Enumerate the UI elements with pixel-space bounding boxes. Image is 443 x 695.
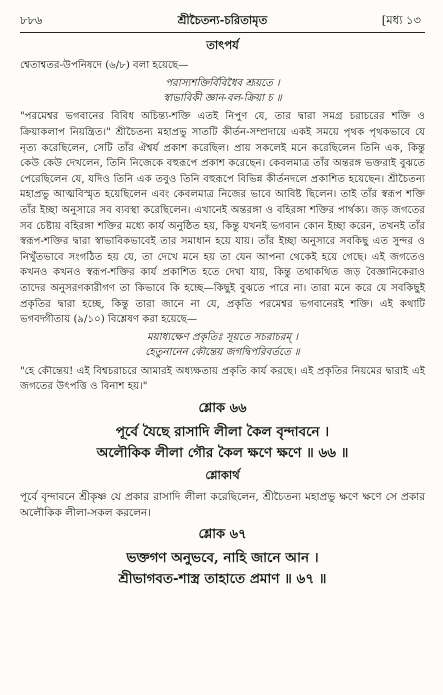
header-rule [20, 32, 425, 33]
page-header [20, 8, 425, 30]
verse-line: ময়াধ্যক্ষেণ প্রকৃতিঃ সূয়তে সচরাচরম্ । [146, 331, 299, 343]
sanskrit-verse-1 [20, 76, 425, 107]
intro-line: শ্বেতাশ্বতর-উপনিষদে (৬/৮) বলা হয়েছে— [20, 60, 189, 71]
verse-line: স্বাভাবিকী জ্ঞান-বল-ক্রিয়া চ ॥ [163, 93, 282, 104]
sloka-line: পূর্বে যৈছে রাসাদি লীলা কৈল বৃন্দাবনে । [115, 423, 330, 440]
translation-text: পূর্বে বৃন্দাবনে শ্রীকৃষ্ণ যে প্রকার রাসাদি লীলা করেছিলেন, শ্রীচৈতন্য মহাপ্রভু ক্ষণে ক্ষণে সে প্রকার অলৌকিক লীলা-সকল করলেন। [20, 490, 425, 519]
chapter-label: [মধ্য ১৩ [381, 13, 421, 27]
sanskrit-verse-2 [20, 330, 425, 361]
sloka-66-number: শ্লোক ৬৬ [198, 400, 247, 416]
purport-paragraph-1: "পরমেশ্বর ভগবানের বিবিধ অচিন্ত্য-শক্তি এতই নিপুণ যে, তার দ্বারা সমগ্র চরাচরের শক্তি ও ক্রিয়াকলাপ নিয়ন্ত্রিত।" শ্রীচৈতন্য মহাপ্রভু সাতটি কীর্তন-সম্প্রদায়ে একই সময়ে পৃথক পৃথকভাবে যে নৃত্য করেছিলেন, সেটি তাঁর ঐশ্বর্য প্রকাশ করেছিল। প্রায় সকলেই মনে করেছিলেন তিনি এক, কিন্তু কেউ কেউ দেখলেন, তিনি নিজেকে বহুরূপে প্রকাশ করেছেন। কেবলমাত্র তাঁর অন্তরঙ্গ ভক্তরাই বুঝতে পেরেছিলেন যে, যদিও তিনি এক তবুও তিনি বহুরূপে বিভিন্ন কীর্তনদলে প্রকাশিত হয়েছেন। শ্রীচৈতন্য মহাপ্রভু আত্মবিস্মৃত হয়েছিলেন এবং কেবলমাত্র নিজের ভাবে আবিষ্ট ছিলেন। তাই তাঁর স্বরূপ শক্তি তাঁর ইচ্ছা অনুসারে সব ব্যবস্থা করেছিলেন। এখানেই অন্তরঙ্গা ও বহিরঙ্গা শক্তির পার্থক্য। জড় জগতের সব চেষ্টায় বহিরঙ্গা শক্তির মধ্যে কার্য অনুষ্ঠিত হয়, কিন্তু যখনই ভগবান কোন ইচ্ছা করেন, তখনই তাঁর স্বরূপ-শক্তির দ্বারা স্বাভাবিকভাবেই তার সমাধান হয়ে যায়। তাঁর ইচ্ছা অনুসারে সবকিছু এত সুন্দর ও নিখুঁতভাবে সংগঠিত হয় যে, তা দেখে মনে হয় তা যেন আপনা থেকেই হয়ে গেছে। এই জগতেও কখনও কখনও স্বরূপ-শক্তির কার্য প্রকাশিত হতে দেখা যায়, কিন্তু তথাকথিত জড় বৈজ্ঞানিকেরাও তাদের অনুসরণকারীগণ তা কিভাবে কি হচ্ছে—কিছুই বুঝতে পারে না। তারা মনে করে যে সবকিছুই প্রকৃতির দ্বারা হচ্ছে, কিন্তু তারা জানে না যে, প্রকৃতি পরমেশ্বর ভগবানেরই শক্তি। এই কথাটি ভগবদ্গীতায় (৯/১০) বিশ্লেষণ করা হয়েছে— [20, 111, 425, 326]
sloka-67-number: শ্লোক ৬৭ [198, 526, 247, 542]
translation-heading: শ্লোকার্থ [205, 467, 240, 482]
sloka-line: ভক্তগণ অনুভবে, নাহি জানে আন । [126, 549, 319, 566]
running-title: শ্রীচৈতন্য-চরিতামৃত [177, 13, 268, 27]
sloka-line: শ্রীভাগবত-শাস্ত্র তাহাতে প্রমাণ ॥ ৬৭ ॥ [118, 570, 327, 587]
purport-heading: তাৎপর্য [206, 38, 239, 52]
sloka-line: অলৌকিক লীলা গৌর কৈল ক্ষণে ক্ষণে ॥ ৬৬ ॥ [96, 444, 349, 461]
page-number: ৮৮৬ [20, 13, 43, 27]
verse-line: হেতুনানেন কৌন্তেয় জগদ্বিপরিবর্ততে ॥ [145, 347, 300, 359]
purport-paragraph-2: "হে কৌন্তেয়! এই বিশ্বচরাচরে আমারই অধ্যক্ষতায় প্রকৃতি কার্য করছে। এই প্রকৃতির নিয়মের দ্বারাই এই জগতের উৎপত্তি ও বিনাশ হয়।" [20, 365, 425, 393]
verse-line: পরাস্যশক্তির্বিবিধৈব শ্রূয়তে । [165, 77, 280, 89]
